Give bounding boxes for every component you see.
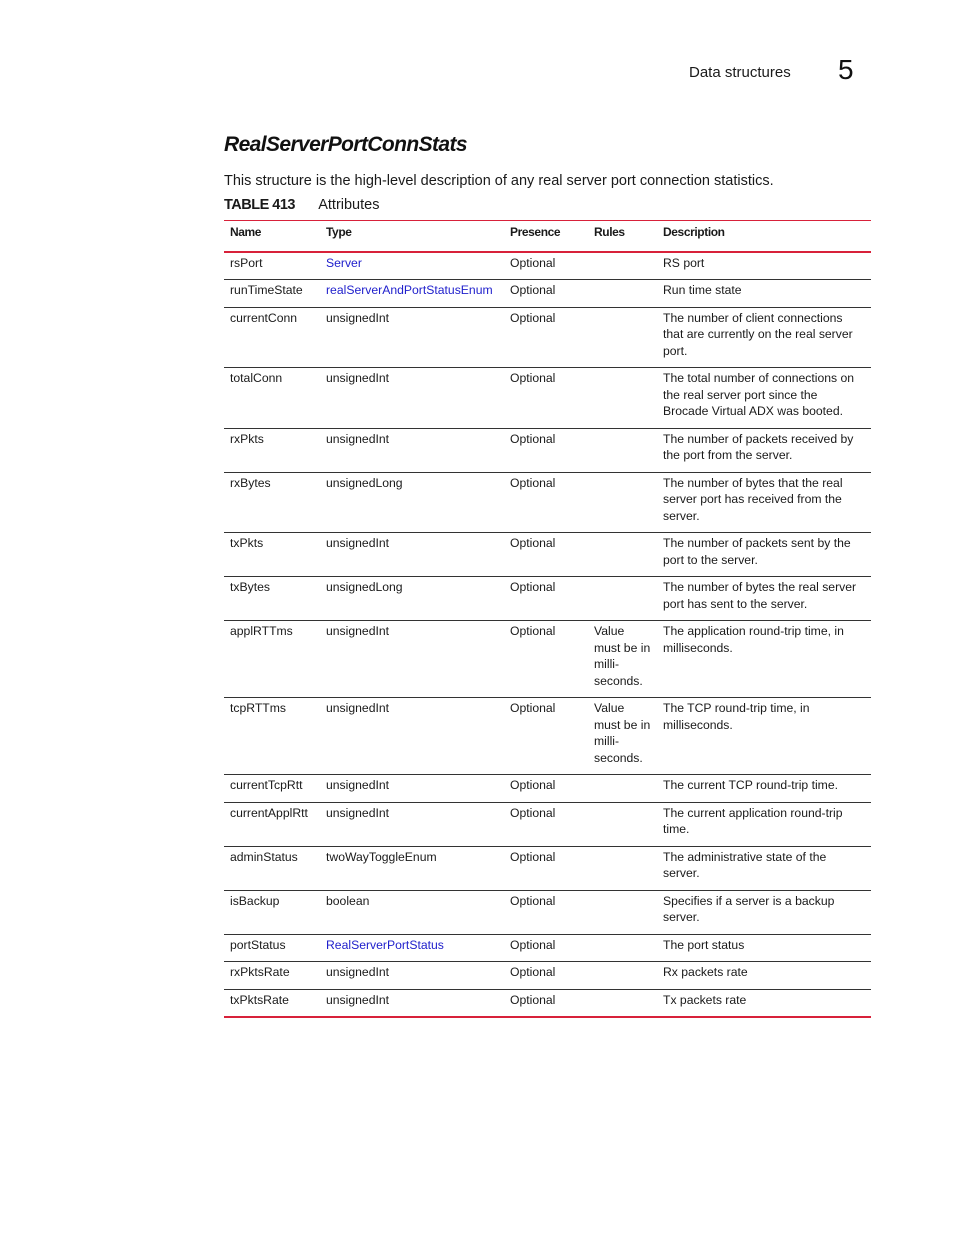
cell-description: The number of packets received by the port from the server.: [663, 431, 854, 462]
cell-presence: Optional: [510, 965, 556, 979]
cell-presence: Optional: [510, 992, 556, 1007]
table-row: [224, 428, 871, 472]
table-caption-text: Attributes: [318, 197, 380, 213]
cell-name: currentTcpRtt: [230, 778, 303, 792]
column-header-rules: Rules: [594, 225, 625, 239]
cell-type: unsignedInt: [326, 310, 390, 325]
cell-type: [320, 934, 504, 962]
cell-type: [320, 280, 504, 308]
cell-name: totalConn: [230, 371, 283, 385]
cell-type: unsignedInt: [326, 701, 390, 715]
column-header-presence: Presence: [510, 225, 561, 239]
cell-presence: Optional: [510, 310, 556, 325]
cell-presence: Optional: [510, 371, 556, 385]
cell-presence: Optional: [510, 805, 556, 820]
cell-name: rsPort: [230, 255, 263, 270]
cell-description: The number of packets sent by the port to the server.: [663, 536, 851, 567]
cell-presence: Optional: [510, 893, 556, 908]
table-row: [224, 989, 871, 1017]
table-row: [224, 846, 871, 890]
cell-presence: Optional: [510, 937, 556, 952]
cell-presence: Optional: [510, 580, 556, 594]
cell-description: Run time state: [663, 283, 742, 297]
cell-description: The application round-trip time, in milliseconds.: [663, 624, 844, 655]
table-row: [224, 472, 871, 533]
cell-rules: [588, 533, 657, 577]
cell-type: unsignedInt: [326, 805, 390, 820]
running-header-title: Data structures: [689, 64, 791, 81]
cell-rules: [588, 989, 657, 1017]
type-link-real-server-and-port-status-enum[interactable]: realServerAndPortStatusEnum: [326, 283, 493, 297]
cell-rules: [588, 890, 657, 934]
cell-rules: [588, 775, 657, 803]
table-row: [224, 307, 871, 368]
cell-presence: Optional: [510, 701, 556, 715]
cell-presence: Optional: [510, 778, 556, 792]
cell-description: The TCP round-trip time, in milliseconds.: [663, 701, 810, 732]
cell-type: unsignedInt: [326, 992, 390, 1007]
cell-name: adminStatus: [230, 849, 298, 864]
cell-type: boolean: [326, 893, 370, 908]
cell-presence: Optional: [510, 255, 556, 270]
table-row: [224, 802, 871, 846]
cell-type: unsignedLong: [326, 580, 403, 594]
cell-rules: [588, 428, 657, 472]
cell-rules: [588, 846, 657, 890]
cell-description: The port status: [663, 937, 745, 952]
cell-type: unsignedLong: [326, 475, 403, 490]
table-row: [224, 533, 871, 577]
table-caption: [224, 197, 379, 213]
cell-presence: Optional: [510, 624, 556, 638]
column-header-description: Description: [663, 225, 725, 239]
cell-rules: [588, 472, 657, 533]
cell-name: portStatus: [230, 937, 286, 952]
cell-description: Tx packets rate: [663, 992, 747, 1007]
cell-presence: Optional: [510, 475, 556, 490]
column-header-name: Name: [230, 225, 262, 239]
cell-description: The number of client connections that are currently on the real server port.: [663, 310, 853, 358]
cell-rules: [588, 280, 657, 308]
cell-presence: Optional: [510, 536, 556, 550]
section-intro: This structure is the high-level description of any real server port connection statistics.: [224, 173, 774, 189]
cell-rules: [588, 577, 657, 621]
cell-presence: Optional: [510, 431, 556, 446]
cell-rules: [588, 252, 657, 280]
cell-description: The number of bytes that the real server port has received from the server.: [663, 475, 843, 523]
cell-name: applRTTms: [230, 624, 293, 638]
cell-rules: Value must be in milli-seconds.: [594, 701, 651, 765]
type-link-server[interactable]: Server: [326, 255, 362, 270]
table-row: [224, 962, 871, 990]
cell-type: twoWayToggleEnum: [326, 849, 437, 864]
attributes-table: [224, 220, 871, 1018]
cell-type: unsignedInt: [326, 778, 390, 792]
table-row: [224, 621, 871, 698]
cell-rules: [588, 307, 657, 368]
cell-name: currentApplRtt: [230, 805, 308, 820]
cell-rules: [588, 368, 657, 429]
table-row: [224, 890, 871, 934]
table-row: [224, 775, 871, 803]
cell-type: unsignedInt: [326, 536, 390, 550]
cell-rules: [588, 802, 657, 846]
section-title: RealServerPortConnStats: [224, 133, 467, 156]
cell-description: The total number of connections on the real server port since the Brocade Virtual ADX was booted.: [663, 371, 855, 418]
type-link-real-server-port-status[interactable]: RealServerPortStatus: [326, 937, 444, 952]
table-row: [224, 934, 871, 962]
cell-name: runTimeState: [230, 283, 303, 297]
table-number-label: TABLE 413: [224, 197, 295, 213]
cell-type: unsignedInt: [326, 431, 390, 446]
cell-description: Specifies if a server is a backup server.: [663, 893, 835, 924]
cell-presence: Optional: [510, 283, 556, 297]
cell-description: The current TCP round-trip time.: [663, 778, 838, 792]
cell-type: unsignedInt: [326, 965, 390, 979]
cell-name: txPktsRate: [230, 992, 289, 1007]
table-row: [224, 577, 871, 621]
cell-type: unsignedInt: [326, 371, 390, 385]
table-row: [224, 698, 871, 775]
cell-name: currentConn: [230, 310, 298, 325]
cell-description: Rx packets rate: [663, 965, 748, 979]
cell-name: rxPktsRate: [230, 965, 290, 979]
table-row: [224, 280, 871, 308]
cell-type: [320, 252, 504, 280]
table-row: [224, 368, 871, 429]
cell-description: The number of bytes the real server port has sent to the server.: [663, 580, 857, 611]
column-header-type: Type: [326, 225, 352, 239]
cell-rules: [588, 934, 657, 962]
cell-description: The current application round-trip time.: [663, 805, 843, 836]
cell-type: unsignedInt: [326, 624, 390, 638]
cell-name: tcpRTTms: [230, 701, 286, 715]
cell-description: RS port: [663, 255, 705, 270]
table-header-row: [224, 221, 871, 252]
cell-name: rxPkts: [230, 431, 264, 446]
chapter-number: 5: [838, 54, 854, 85]
cell-presence: Optional: [510, 849, 556, 864]
cell-name: rxBytes: [230, 475, 271, 490]
cell-rules: Value must be in milli-seconds.: [594, 624, 651, 688]
cell-name: isBackup: [230, 893, 280, 908]
cell-name: txBytes: [230, 580, 270, 594]
cell-name: txPkts: [230, 536, 264, 550]
cell-description: The administrative state of the server.: [663, 849, 827, 880]
table-row: [224, 252, 871, 280]
cell-rules: [588, 962, 657, 990]
